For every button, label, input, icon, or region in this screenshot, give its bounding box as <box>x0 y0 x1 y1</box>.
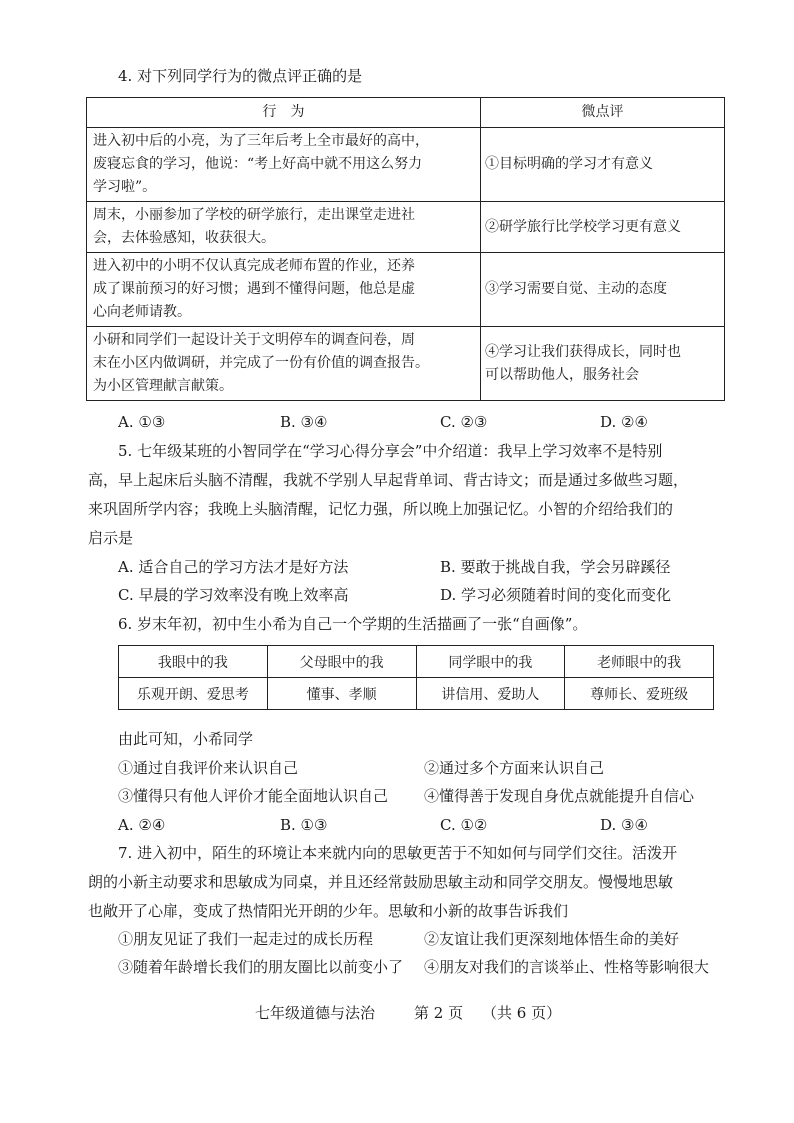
q4-header-comment: 微点评 <box>481 98 725 128</box>
q7-stem-line: 朗的小新主动要求和思敏成为同桌，并且还经常鼓励思敏主动和同学交朋友。慢慢地思敏 <box>88 873 674 891</box>
q6-statement-4: ④懂得善于发现自身优点就能提升自信心 <box>424 787 695 805</box>
q6-option-c: C. ①② <box>440 816 488 834</box>
table-row <box>87 253 725 327</box>
text-line: 成了课前预习的好习惯；遇到不懂得问题，他总是虚 <box>93 281 415 297</box>
text-line: 进入初中的小明不仅认真完成老师布置的作业，还养 <box>93 258 415 274</box>
footer-total-pages: （共 6 页） <box>482 1004 562 1022</box>
q4-header-behavior: 行 为 <box>87 98 481 128</box>
q6-option-a: A. ②④ <box>118 816 166 834</box>
q4-row1-behavior <box>87 128 481 202</box>
q5-option-b: B. 要敢于挑战自我，学会另辟蹊径 <box>440 558 671 576</box>
q6-header-parents: 父母眼中的我 <box>267 646 416 678</box>
q4-row3-behavior <box>87 253 481 327</box>
table-row <box>87 128 725 202</box>
text-line: ②研学旅行比学校学习更有意义 <box>485 218 681 235</box>
q5-stem-line: 来巩固所学内容；我晚上头脑清醒，记忆力强，所以晚上加强记忆。小智的介绍给我们的 <box>88 500 674 518</box>
table-row <box>119 678 714 710</box>
q7-statement-4: ④朋友对我们的言谈举止、性格等影响很大 <box>424 958 710 976</box>
q6-stem: 6. 岁末年初，初中生小希为自己一个学期的生活描画了一张“自画像”。 <box>118 615 588 633</box>
text-line: 为小区管理献言献策。 <box>93 378 233 394</box>
q6-value-self: 乐观开朗、爱思考 <box>119 678 268 710</box>
q5-option-c: C. 早晨的学习效率没有晚上效率高 <box>118 586 349 604</box>
q4-row2-comment <box>481 202 725 253</box>
q7-stem-line: 也敞开了心扉，变成了热情阳光开朗的少年。思敏和小新的故事告诉我们 <box>88 902 569 920</box>
q6-option-d: D. ③④ <box>600 816 648 834</box>
q6-statement-3: ③懂得只有他人评价才能全面地认识自己 <box>118 787 389 805</box>
text-line: 学习啦”。 <box>93 179 157 195</box>
q6-statement-1: ①通过自我评价来认识自己 <box>118 759 299 777</box>
q7-statement-1: ①朋友见证了我们一起走过的成长历程 <box>118 930 374 948</box>
q5-stem-line: 5. 七年级某班的小智同学在“学习心得分享会”中介绍道：我早上学习效率不是特别 <box>118 442 663 460</box>
table-row <box>119 646 714 678</box>
table-row <box>87 327 725 401</box>
q4-row2-behavior <box>87 202 481 253</box>
q6-value-parents: 懂事、孝顺 <box>267 678 416 710</box>
q6-lead: 由此可知，小希同学 <box>118 730 254 748</box>
q4-row4-behavior <box>87 327 481 401</box>
q6-header-teachers: 老师眼中的我 <box>565 646 714 678</box>
q6-statement-2: ②通过多个方面来认识自己 <box>424 759 605 777</box>
q6-table <box>118 645 714 710</box>
q4-row4-comment <box>481 327 725 401</box>
q4-option-b: B. ③④ <box>280 413 328 431</box>
text-line: 小研和同学们一起设计关于文明停车的调查问卷，周 <box>93 332 415 348</box>
q4-option-d: D. ②④ <box>600 413 648 431</box>
q6-value-classmates: 讲信用、爱助人 <box>416 678 565 710</box>
q4-option-a: A. ①③ <box>118 413 166 431</box>
q6-header-classmates: 同学眼中的我 <box>416 646 565 678</box>
footer-subject: 七年级道德与法治 <box>255 1004 376 1022</box>
text-line: ①目标明确的学习才有意义 <box>485 156 653 172</box>
q6-option-b: B. ①③ <box>280 816 328 834</box>
text-line: 心向老师请教。 <box>93 304 191 320</box>
q7-stem-line: 7. 进入初中，陌生的环境让本来就内向的思敏更苦于不知如何与同学们交往。活泼开 <box>118 844 678 862</box>
q5-option-d: D. 学习必须随着时间的变化而变化 <box>440 586 672 604</box>
q7-statement-2: ②友谊让我们更深刻地体悟生命的美好 <box>424 930 680 948</box>
q6-header-self: 我眼中的我 <box>119 646 268 678</box>
text-line: ④学习让我们获得成长，同时也 <box>485 343 681 360</box>
text-line: 可以帮助他人，服务社会 <box>485 366 639 383</box>
footer-page-number: 第 2 页 <box>414 1004 464 1022</box>
q4-row3-comment <box>481 253 725 327</box>
table-row <box>87 202 725 253</box>
q4-table <box>86 97 725 401</box>
text-line: 会，去体验感知，收获很大。 <box>93 230 275 246</box>
q4-table-header <box>87 98 725 128</box>
text-line: 进入初中后的小亮，为了三年后考上全市最好的高中， <box>93 133 429 149</box>
q7-statement-3: ③随着年龄增长我们的朋友圈比以前变小了 <box>118 958 404 976</box>
text-line: 周末，小丽参加了学校的研学旅行，走出课堂走进社 <box>93 207 415 223</box>
text-line: ③学习需要自觉、主动的态度 <box>485 281 667 297</box>
q4-stem: 4. 对下列同学行为的微点评正确的是 <box>118 67 363 85</box>
q5-stem-line: 启示是 <box>88 529 134 547</box>
q4-row1-comment <box>481 128 725 202</box>
text-line: 末在小区内做调研，并完成了一份有价值的调查报告。 <box>93 355 429 371</box>
q6-value-teachers: 尊师长、爱班级 <box>565 678 714 710</box>
q5-option-a: A. 适合自己的学习方法才是好方法 <box>118 558 349 576</box>
q4-option-c: C. ②③ <box>440 413 488 431</box>
text-line: 废寝忘食的学习，他说：“考上好高中就不用这么努力 <box>93 156 423 172</box>
q5-stem-line: 高，早上起床后头脑不清醒，我就不学别人早起背单词、背古诗文；而是通过多做些习题， <box>88 471 689 489</box>
